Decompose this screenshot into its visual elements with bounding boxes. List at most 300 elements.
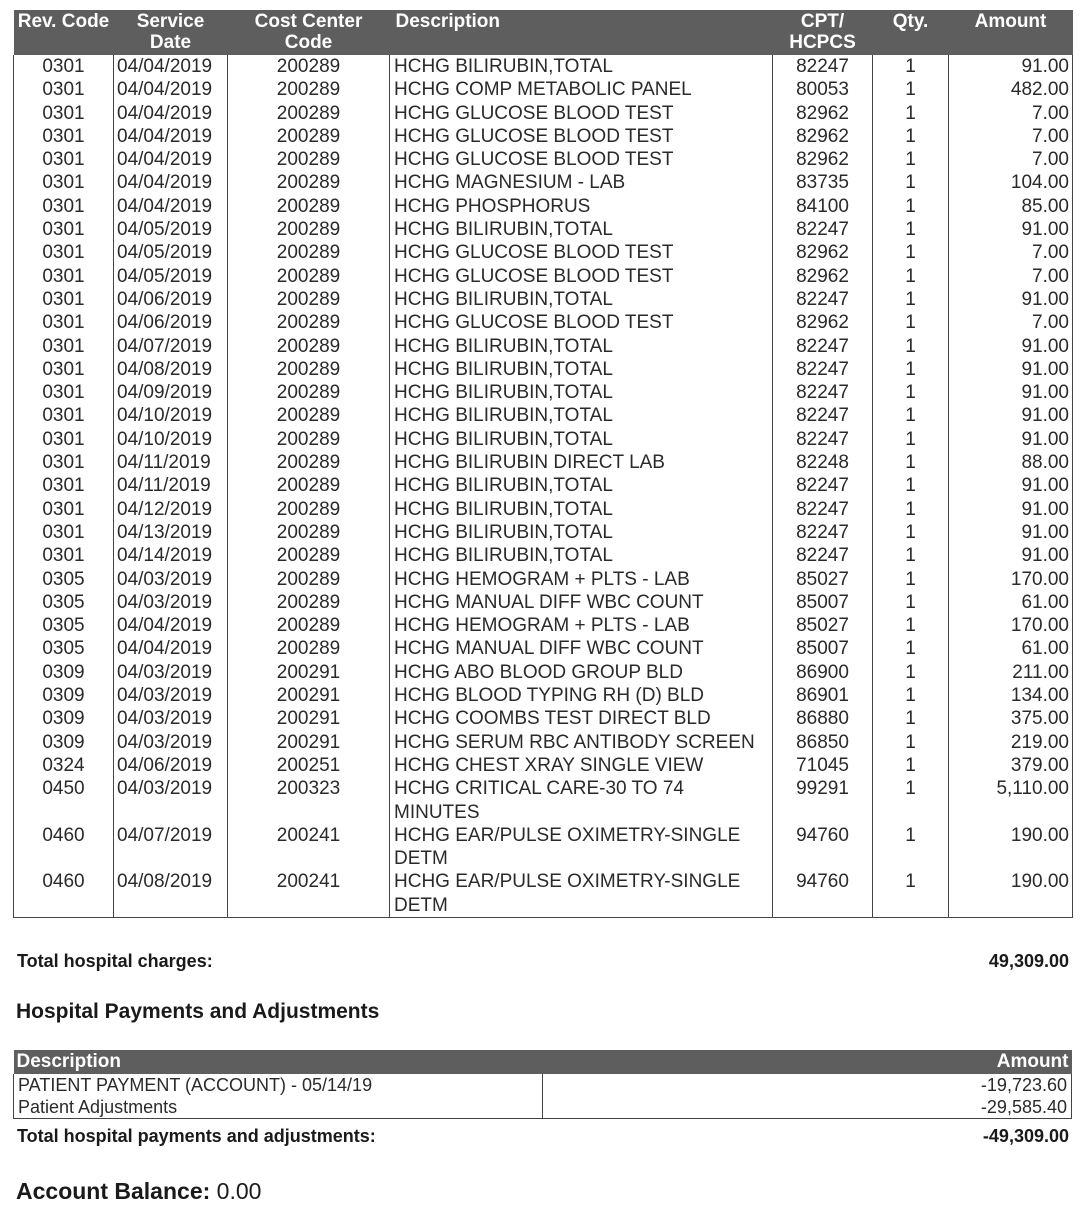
table-row — [14, 288, 1073, 311]
cell-cost-center: 200291 — [228, 684, 390, 707]
cell-qty: 1 — [873, 707, 949, 730]
table-row — [14, 125, 1073, 148]
cell-description: HCHG ABO BLOOD GROUP BLD — [390, 661, 773, 684]
cell-qty: 1 — [873, 637, 949, 660]
cell-cpt: 94760 — [773, 824, 873, 871]
cell-description: HCHG EAR/PULSE OXIMETRY-SINGLE DETM — [390, 870, 773, 917]
cell-description: HCHG BILIRUBIN,TOTAL — [390, 55, 773, 78]
cell-qty: 1 — [873, 777, 949, 824]
cell-amount: 7.00 — [949, 265, 1073, 288]
cell-service-date: 04/03/2019 — [114, 591, 228, 614]
cell-cpt: 99291 — [773, 777, 873, 824]
cell-cpt: 85007 — [773, 637, 873, 660]
account-balance — [16, 1178, 261, 1205]
table-row — [14, 544, 1073, 567]
table-row — [14, 55, 1073, 78]
cell-description: HCHG HEMOGRAM + PLTS - LAB — [390, 614, 773, 637]
cell-service-date: 04/04/2019 — [114, 148, 228, 171]
cell-service-date: 04/04/2019 — [114, 55, 228, 78]
cell-cpt: 82247 — [773, 498, 873, 521]
cell-description: HCHG COMP METABOLIC PANEL — [390, 78, 773, 101]
cell-description: HCHG GLUCOSE BLOOD TEST — [390, 125, 773, 148]
cell-cost-center: 200289 — [228, 428, 390, 451]
cell-amount: 91.00 — [949, 428, 1073, 451]
cell-qty: 1 — [873, 102, 949, 125]
table-row — [14, 777, 1073, 824]
cell-description: HCHG BLOOD TYPING RH (D) BLD — [390, 684, 773, 707]
cell-amount: 134.00 — [949, 684, 1073, 707]
payments-table — [13, 1050, 1072, 1119]
cell-description: HCHG BILIRUBIN,TOTAL — [390, 381, 773, 404]
table-row — [14, 451, 1073, 474]
cell-description: HCHG SERUM RBC ANTIBODY SCREEN — [390, 731, 773, 754]
cell-cost-center: 200251 — [228, 754, 390, 777]
cell-amount: 91.00 — [949, 544, 1073, 567]
cell-service-date: 04/09/2019 — [114, 381, 228, 404]
table-row — [14, 404, 1073, 427]
cell-rev-code: 0301 — [14, 55, 114, 78]
cell-cost-center: 200289 — [228, 288, 390, 311]
cell-cpt: 86900 — [773, 661, 873, 684]
cell-rev-code: 0301 — [14, 474, 114, 497]
cell-amount: 375.00 — [949, 707, 1073, 730]
cell-cpt: 82247 — [773, 381, 873, 404]
cell-service-date: 04/08/2019 — [114, 358, 228, 381]
cell-qty: 1 — [873, 241, 949, 264]
cell-qty: 1 — [873, 684, 949, 707]
cell-rev-code: 0324 — [14, 754, 114, 777]
cell-description: HCHG BILIRUBIN DIRECT LAB — [390, 451, 773, 474]
cell-cost-center: 200289 — [228, 358, 390, 381]
cell-cost-center: 200291 — [228, 661, 390, 684]
cell-qty: 1 — [873, 498, 949, 521]
cell-amount: 7.00 — [949, 311, 1073, 334]
cell-service-date: 04/10/2019 — [114, 428, 228, 451]
table-row — [14, 568, 1073, 591]
cell-qty: 1 — [873, 754, 949, 777]
payments-header-row — [14, 1050, 1072, 1074]
cell-service-date: 04/03/2019 — [114, 568, 228, 591]
cell-cost-center: 200291 — [228, 731, 390, 754]
cell-rev-code: 0301 — [14, 148, 114, 171]
charges-body — [14, 55, 1073, 917]
cell-description: HCHG EAR/PULSE OXIMETRY-SINGLE DETM — [390, 824, 773, 871]
cell-description: HCHG HEMOGRAM + PLTS - LAB — [390, 568, 773, 591]
cell-qty: 1 — [873, 474, 949, 497]
cell-qty: 1 — [873, 521, 949, 544]
table-row — [14, 521, 1073, 544]
cell-amount: 91.00 — [949, 474, 1073, 497]
cell-description: HCHG GLUCOSE BLOOD TEST — [390, 148, 773, 171]
cell-amount: 190.00 — [949, 870, 1073, 917]
cell-qty: 1 — [873, 195, 949, 218]
cell-rev-code: 0309 — [14, 661, 114, 684]
payments-header-description: Description — [14, 1050, 543, 1074]
cell-amount: 91.00 — [949, 288, 1073, 311]
cell-rev-code: 0301 — [14, 218, 114, 241]
cell-cost-center: 200289 — [228, 265, 390, 288]
table-row — [14, 870, 1073, 917]
cell-service-date: 04/04/2019 — [114, 195, 228, 218]
cell-amount: 104.00 — [949, 171, 1073, 194]
cell-qty: 1 — [873, 661, 949, 684]
header-description: Description — [390, 10, 773, 55]
cell-amount: 61.00 — [949, 637, 1073, 660]
table-row — [14, 614, 1073, 637]
cell-description: HCHG CRITICAL CARE-30 TO 74 MINUTES — [390, 777, 773, 824]
cell-description: HCHG CHEST XRAY SINGLE VIEW — [390, 754, 773, 777]
cell-amount: 91.00 — [949, 404, 1073, 427]
cell-rev-code: 0301 — [14, 171, 114, 194]
cell-qty: 1 — [873, 358, 949, 381]
table-row — [14, 824, 1073, 871]
cell-rev-code: 0301 — [14, 381, 114, 404]
cell-cost-center: 200289 — [228, 498, 390, 521]
cell-rev-code: 0301 — [14, 125, 114, 148]
payment-description: Patient Adjustments — [14, 1096, 543, 1119]
table-row — [14, 381, 1073, 404]
table-row — [14, 335, 1073, 358]
cell-service-date: 04/04/2019 — [114, 125, 228, 148]
cell-amount: 91.00 — [949, 55, 1073, 78]
payment-description: PATIENT PAYMENT (ACCOUNT) - 05/14/19 — [14, 1074, 543, 1096]
cell-rev-code: 0301 — [14, 195, 114, 218]
cell-rev-code: 0305 — [14, 614, 114, 637]
cell-service-date: 04/12/2019 — [114, 498, 228, 521]
cell-cost-center: 200289 — [228, 171, 390, 194]
cell-cost-center: 200289 — [228, 311, 390, 334]
cell-amount: 170.00 — [949, 614, 1073, 637]
cell-cost-center: 200289 — [228, 474, 390, 497]
cell-cost-center: 200291 — [228, 707, 390, 730]
table-row — [14, 171, 1073, 194]
cell-cost-center: 200289 — [228, 404, 390, 427]
cell-rev-code: 0301 — [14, 498, 114, 521]
cell-description: HCHG MANUAL DIFF WBC COUNT — [390, 637, 773, 660]
cell-description: HCHG BILIRUBIN,TOTAL — [390, 335, 773, 358]
cell-amount: 379.00 — [949, 754, 1073, 777]
payment-amount: -19,723.60 — [543, 1074, 1072, 1096]
cell-qty: 1 — [873, 311, 949, 334]
cell-qty: 1 — [873, 78, 949, 101]
table-row — [14, 195, 1073, 218]
cell-qty: 1 — [873, 288, 949, 311]
cell-qty: 1 — [873, 451, 949, 474]
cell-cpt: 85007 — [773, 591, 873, 614]
payment-amount: -29,585.40 — [543, 1096, 1072, 1119]
cell-description: HCHG BILIRUBIN,TOTAL — [390, 521, 773, 544]
cell-cost-center: 200289 — [228, 637, 390, 660]
cell-service-date: 04/11/2019 — [114, 474, 228, 497]
cell-cpt: 82247 — [773, 55, 873, 78]
table-row — [14, 474, 1073, 497]
cell-amount: 91.00 — [949, 498, 1073, 521]
cell-amount: 170.00 — [949, 568, 1073, 591]
cell-cpt: 86901 — [773, 684, 873, 707]
cell-cpt: 82248 — [773, 451, 873, 474]
table-row — [14, 684, 1073, 707]
cell-cpt: 82247 — [773, 358, 873, 381]
header-service-date: Service Date — [114, 10, 228, 55]
cell-cpt: 82247 — [773, 521, 873, 544]
cell-cpt: 82247 — [773, 474, 873, 497]
cell-qty: 1 — [873, 544, 949, 567]
cell-amount: 91.00 — [949, 358, 1073, 381]
cell-description: HCHG BILIRUBIN,TOTAL — [390, 544, 773, 567]
cell-cost-center: 200289 — [228, 381, 390, 404]
cell-description: HCHG MANUAL DIFF WBC COUNT — [390, 591, 773, 614]
cell-service-date: 04/05/2019 — [114, 218, 228, 241]
table-row — [14, 148, 1073, 171]
cell-description: HCHG PHOSPHORUS — [390, 195, 773, 218]
cell-service-date: 04/03/2019 — [114, 707, 228, 730]
cell-qty: 1 — [873, 148, 949, 171]
cell-amount: 219.00 — [949, 731, 1073, 754]
cell-service-date: 04/14/2019 — [114, 544, 228, 567]
cell-cost-center: 200289 — [228, 335, 390, 358]
cell-description: HCHG COOMBS TEST DIRECT BLD — [390, 707, 773, 730]
account-balance-value: 0.00 — [216, 1178, 262, 1204]
cell-qty: 1 — [873, 870, 949, 917]
cell-cost-center: 200289 — [228, 451, 390, 474]
cell-qty: 1 — [873, 591, 949, 614]
table-row — [14, 637, 1073, 660]
total-charges-value: 49,309.00 — [988, 951, 1069, 971]
table-row — [14, 311, 1073, 334]
cell-amount: 7.00 — [949, 102, 1073, 125]
cell-cpt: 84100 — [773, 195, 873, 218]
cell-rev-code: 0301 — [14, 265, 114, 288]
cell-amount: 211.00 — [949, 661, 1073, 684]
cell-amount: 91.00 — [949, 381, 1073, 404]
header-cost-center: Cost Center Code — [228, 10, 390, 55]
cell-amount: 7.00 — [949, 148, 1073, 171]
cell-amount: 61.00 — [949, 591, 1073, 614]
cell-qty: 1 — [873, 125, 949, 148]
cell-amount: 88.00 — [949, 451, 1073, 474]
cell-description: HCHG GLUCOSE BLOOD TEST — [390, 265, 773, 288]
cell-rev-code: 0301 — [14, 358, 114, 381]
cell-qty: 1 — [873, 404, 949, 427]
total-payments-value: -49,309.00 — [982, 1126, 1069, 1146]
total-payments-row — [17, 1126, 1069, 1147]
cell-cpt: 85027 — [773, 568, 873, 591]
cell-cpt: 82247 — [773, 288, 873, 311]
cell-cpt: 82247 — [773, 218, 873, 241]
cell-qty: 1 — [873, 381, 949, 404]
cell-amount: 85.00 — [949, 195, 1073, 218]
cell-description: HCHG BILIRUBIN,TOTAL — [390, 218, 773, 241]
cell-amount: 190.00 — [949, 824, 1073, 871]
cell-cost-center: 200289 — [228, 544, 390, 567]
cell-description: HCHG BILIRUBIN,TOTAL — [390, 474, 773, 497]
cell-service-date: 04/06/2019 — [114, 288, 228, 311]
table-row — [14, 78, 1073, 101]
cell-qty: 1 — [873, 218, 949, 241]
cell-service-date: 04/04/2019 — [114, 102, 228, 125]
cell-service-date: 04/11/2019 — [114, 451, 228, 474]
cell-cost-center: 200241 — [228, 824, 390, 871]
cell-service-date: 04/03/2019 — [114, 731, 228, 754]
payments-section-title: Hospital Payments and Adjustments — [16, 1000, 380, 1023]
cell-amount: 91.00 — [949, 521, 1073, 544]
cell-service-date: 04/03/2019 — [114, 777, 228, 824]
cell-service-date: 04/06/2019 — [114, 311, 228, 334]
charges-table — [13, 10, 1073, 918]
cell-rev-code: 0301 — [14, 451, 114, 474]
cell-cost-center: 200289 — [228, 521, 390, 544]
cell-service-date: 04/04/2019 — [114, 171, 228, 194]
cell-cost-center: 200323 — [228, 777, 390, 824]
cell-cpt: 83735 — [773, 171, 873, 194]
cell-rev-code: 0450 — [14, 777, 114, 824]
table-row — [14, 591, 1073, 614]
cell-qty: 1 — [873, 55, 949, 78]
cell-cpt: 86850 — [773, 731, 873, 754]
cell-rev-code: 0301 — [14, 288, 114, 311]
header-cpt: CPT/ HCPCS — [773, 10, 873, 55]
cell-cpt: 82962 — [773, 265, 873, 288]
cell-description: HCHG BILIRUBIN,TOTAL — [390, 288, 773, 311]
account-balance-label: Account Balance: — [16, 1178, 211, 1204]
cell-cpt: 82962 — [773, 102, 873, 125]
table-row — [14, 218, 1073, 241]
cell-description: HCHG BILIRUBIN,TOTAL — [390, 428, 773, 451]
header-amount: Amount — [949, 10, 1073, 55]
table-row — [14, 498, 1073, 521]
cell-rev-code: 0309 — [14, 731, 114, 754]
charges-header-row — [14, 10, 1073, 55]
cell-qty: 1 — [873, 265, 949, 288]
cell-qty: 1 — [873, 335, 949, 358]
cell-service-date: 04/06/2019 — [114, 754, 228, 777]
cell-rev-code: 0305 — [14, 637, 114, 660]
table-row — [14, 241, 1073, 264]
cell-amount: 5,110.00 — [949, 777, 1073, 824]
cell-qty: 1 — [873, 731, 949, 754]
cell-service-date: 04/08/2019 — [114, 870, 228, 917]
table-row — [14, 731, 1073, 754]
cell-cost-center: 200289 — [228, 614, 390, 637]
cell-service-date: 04/07/2019 — [114, 824, 228, 871]
table-row — [14, 754, 1073, 777]
cell-cpt: 82962 — [773, 148, 873, 171]
cell-qty: 1 — [873, 568, 949, 591]
cell-description: HCHG GLUCOSE BLOOD TEST — [390, 241, 773, 264]
cell-cost-center: 200289 — [228, 591, 390, 614]
cell-cost-center: 200241 — [228, 870, 390, 917]
cell-rev-code: 0301 — [14, 102, 114, 125]
header-qty: Qty. — [873, 10, 949, 55]
cell-rev-code: 0309 — [14, 684, 114, 707]
cell-rev-code: 0460 — [14, 870, 114, 917]
table-row — [14, 265, 1073, 288]
cell-qty: 1 — [873, 171, 949, 194]
cell-amount: 91.00 — [949, 335, 1073, 358]
cell-rev-code: 0305 — [14, 591, 114, 614]
cell-rev-code: 0309 — [14, 707, 114, 730]
cell-service-date: 04/10/2019 — [114, 404, 228, 427]
cell-service-date: 04/05/2019 — [114, 241, 228, 264]
cell-service-date: 04/07/2019 — [114, 335, 228, 358]
cell-cpt: 82247 — [773, 335, 873, 358]
cell-amount: 7.00 — [949, 241, 1073, 264]
total-charges-row — [17, 951, 1069, 972]
cell-cpt: 86880 — [773, 707, 873, 730]
cell-amount: 482.00 — [949, 78, 1073, 101]
table-row — [14, 661, 1073, 684]
cell-qty: 1 — [873, 614, 949, 637]
table-row — [14, 707, 1073, 730]
total-payments-label: Total hospital payments and adjustments: — [17, 1126, 376, 1146]
cell-amount: 91.00 — [949, 218, 1073, 241]
cell-description: HCHG MAGNESIUM - LAB — [390, 171, 773, 194]
table-row — [14, 358, 1073, 381]
cell-cpt: 82247 — [773, 428, 873, 451]
cell-rev-code: 0301 — [14, 335, 114, 358]
table-row — [14, 1096, 1072, 1119]
cell-description: HCHG BILIRUBIN,TOTAL — [390, 498, 773, 521]
cell-cost-center: 200289 — [228, 55, 390, 78]
cell-cost-center: 200289 — [228, 195, 390, 218]
cell-cost-center: 200289 — [228, 148, 390, 171]
payments-body — [14, 1074, 1072, 1119]
table-row — [14, 102, 1073, 125]
cell-cpt: 82247 — [773, 544, 873, 567]
table-row — [14, 1074, 1072, 1096]
cell-cpt: 82962 — [773, 241, 873, 264]
payments-header-amount: Amount — [543, 1050, 1072, 1074]
cell-cpt: 82962 — [773, 311, 873, 334]
cell-rev-code: 0301 — [14, 311, 114, 334]
cell-cpt: 71045 — [773, 754, 873, 777]
cell-cost-center: 200289 — [228, 218, 390, 241]
cell-rev-code: 0301 — [14, 78, 114, 101]
cell-description: HCHG BILIRUBIN,TOTAL — [390, 358, 773, 381]
cell-service-date: 04/03/2019 — [114, 684, 228, 707]
cell-service-date: 04/04/2019 — [114, 78, 228, 101]
cell-service-date: 04/05/2019 — [114, 265, 228, 288]
cell-cpt: 80053 — [773, 78, 873, 101]
cell-service-date: 04/03/2019 — [114, 661, 228, 684]
cell-rev-code: 0301 — [14, 521, 114, 544]
cell-qty: 1 — [873, 824, 949, 871]
cell-description: HCHG BILIRUBIN,TOTAL — [390, 404, 773, 427]
cell-rev-code: 0305 — [14, 568, 114, 591]
cell-service-date: 04/04/2019 — [114, 614, 228, 637]
cell-cost-center: 200289 — [228, 102, 390, 125]
cell-cost-center: 200289 — [228, 78, 390, 101]
cell-description: HCHG GLUCOSE BLOOD TEST — [390, 102, 773, 125]
cell-service-date: 04/04/2019 — [114, 637, 228, 660]
total-charges-label: Total hospital charges: — [17, 951, 213, 971]
table-row — [14, 428, 1073, 451]
cell-rev-code: 0301 — [14, 428, 114, 451]
cell-rev-code: 0301 — [14, 241, 114, 264]
cell-rev-code: 0460 — [14, 824, 114, 871]
cell-cost-center: 200289 — [228, 125, 390, 148]
cell-description: HCHG GLUCOSE BLOOD TEST — [390, 311, 773, 334]
cell-cpt: 85027 — [773, 614, 873, 637]
cell-service-date: 04/13/2019 — [114, 521, 228, 544]
cell-rev-code: 0301 — [14, 404, 114, 427]
cell-qty: 1 — [873, 428, 949, 451]
cell-cpt: 82247 — [773, 404, 873, 427]
cell-rev-code: 0301 — [14, 544, 114, 567]
cell-amount: 7.00 — [949, 125, 1073, 148]
cell-cost-center: 200289 — [228, 241, 390, 264]
cell-cost-center: 200289 — [228, 568, 390, 591]
